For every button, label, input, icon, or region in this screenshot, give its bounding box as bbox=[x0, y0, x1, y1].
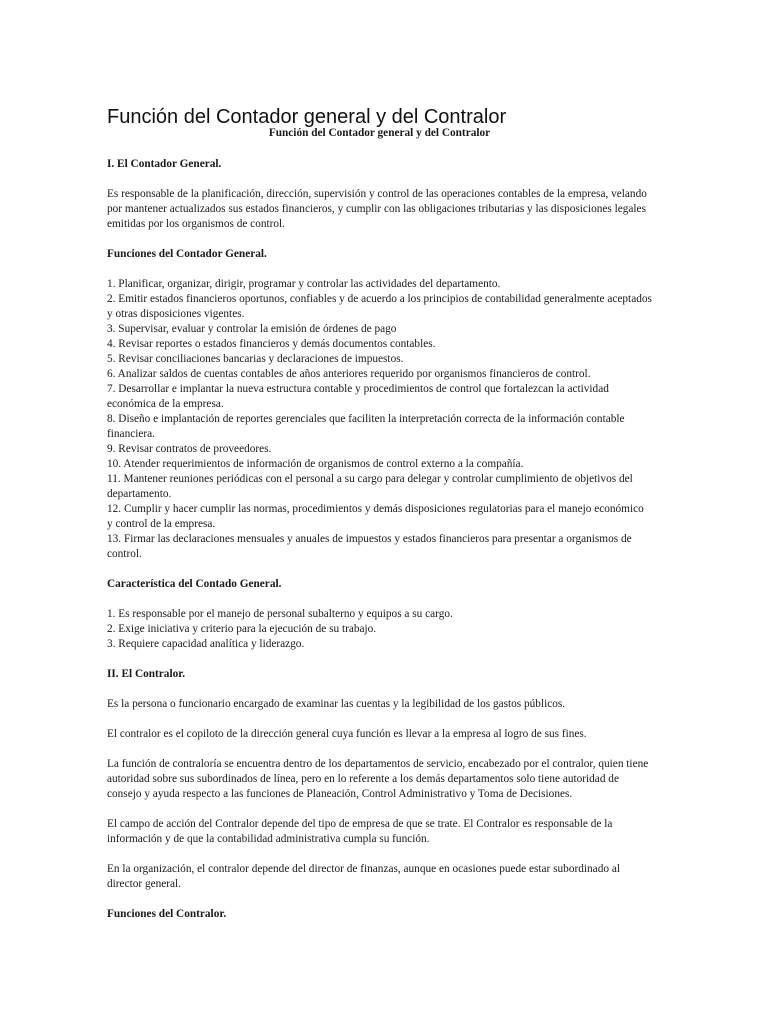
list-item: 1. Es responsable por el manejo de personal subalterno y equipos a su cargo. bbox=[107, 608, 453, 620]
functions-heading-contralor: Funciones del Contralor. bbox=[107, 908, 227, 920]
contador-traits-list bbox=[107, 607, 652, 652]
list-item: 4. Revisar reportes o estados financieros y demás documentos contables. bbox=[107, 338, 436, 350]
list-item: 2. Exige iniciativa y criterio para la ejecución de su trabajo. bbox=[107, 623, 377, 635]
contralor-paragraph: La función de contraloría se encuentra dentro de los departamentos de servicio, encabezado por el contralor, quien tiene autoridad sobre sus subordinados de línea, pero en lo referente a los demás departamentos solo tiene autoridad de consejo y ayuda respecto a las funciones de Planeación, Control Administrativo y Toma de Decisiones. bbox=[107, 758, 649, 800]
list-item: 9. Revisar contratos de proveedores. bbox=[107, 443, 272, 455]
list-item: 7. Desarrollar e implantar la nueva estructura contable y procedimientos de control que fortalezcan la actividad económica de la empresa. bbox=[107, 383, 609, 410]
list-item: 1. Planificar, organizar, dirigir, programar y controlar las actividades del departamento. bbox=[107, 278, 501, 290]
document-subtitle: Función del Contador general y del Contralor bbox=[268, 127, 491, 139]
section-heading-contralor: II. El Contralor. bbox=[107, 668, 186, 680]
list-item: 10. Atender requerimientos de información de organismos de control externo a la compañía. bbox=[107, 458, 524, 470]
page-title: Función del Contador general y del Contralor bbox=[107, 106, 507, 128]
contralor-paragraph: El contralor es el copiloto de la dirección general cuya función es llevar a la empresa al logro de sus fines. bbox=[107, 728, 587, 740]
functions-heading-contador: Funciones del Contador General. bbox=[107, 248, 267, 260]
contador-intro-paragraph: Es responsable de la planificación, dirección, supervisión y control de las operaciones contables de la empresa, velando por mantener actualizados sus estados financieros, y cumplir con las obligaciones tributarias y las disposiciones legales emitidas por los organismos de control. bbox=[107, 188, 647, 230]
contralor-paragraph: En la organización, el contralor depende del director de finanzas, aunque en ocasiones puede estar subordinado al director general. bbox=[107, 863, 620, 890]
section-heading-contador: I. El Contador General. bbox=[107, 158, 222, 170]
contralor-paragraph: Es la persona o funcionario encargado de examinar las cuentas y la legibilidad de los gastos públicos. bbox=[107, 698, 566, 710]
list-item: 13. Firmar las declaraciones mensuales y anuales de impuestos y estados financieros para presentar a organismos de control. bbox=[107, 533, 632, 560]
list-item: 3. Requiere capacidad analítica y liderazgo. bbox=[107, 638, 305, 650]
list-item: 12. Cumplir y hacer cumplir las normas, procedimientos y demás disposiciones regulatorias para el manejo económico y control de la empresa. bbox=[107, 503, 644, 530]
list-item: 11. Mantener reuniones periódicas con el personal a su cargo para delegar y controlar cumplimiento de objetivos del departamento. bbox=[107, 473, 633, 500]
list-item: 6. Analizar saldos de cuentas contables de años anteriores requerido por organismos financieros de control. bbox=[107, 368, 591, 380]
list-item: 2. Emitir estados financieros oportunos, confiables y de acuerdo a los principios de contabilidad generalmente aceptados y otras disposiciones vigentes. bbox=[107, 293, 652, 320]
document-body bbox=[107, 126, 652, 922]
list-item: 8. Diseño e implantación de reportes gerenciales que faciliten la interpretación correcta de la información contable financiera. bbox=[107, 413, 625, 440]
traits-heading-contador: Característica del Contado General. bbox=[107, 578, 282, 590]
list-item: 5. Revisar conciliaciones bancarias y declaraciones de impuestos. bbox=[107, 353, 404, 365]
contralor-paragraph: El campo de acción del Contralor depende del tipo de empresa de que se trate. El Contralor es responsable de la información y de que la contabilidad administrativa cumpla su función. bbox=[107, 818, 613, 845]
list-item: 3. Supervisar, evaluar y controlar la emisión de órdenes de pago bbox=[107, 323, 397, 335]
contador-functions-list bbox=[107, 277, 652, 562]
